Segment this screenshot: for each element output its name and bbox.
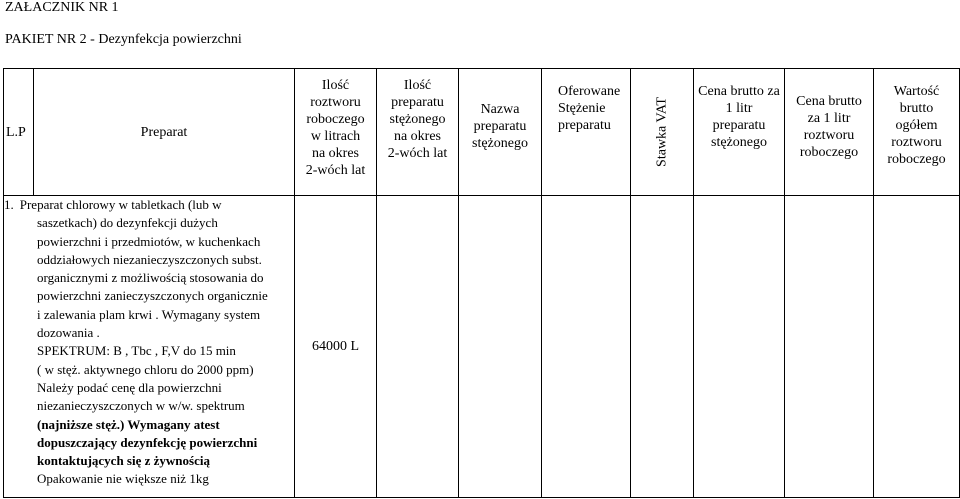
description-line: ( w stęż. aktywnego chloru do 2000 ppm) (37, 361, 254, 377)
header-line: 1 litr (725, 101, 753, 116)
header-wartosc (874, 69, 960, 196)
cena-stezona-cell[interactable] (694, 196, 785, 498)
description-line: Opakowanie nie większe niż 1kg (37, 471, 209, 487)
header-line: Cena brutto (796, 94, 862, 109)
description-line: Należy podać cenę dla powierzchni (37, 379, 222, 395)
header-line: stężonego (472, 136, 528, 151)
header-line: roztworu (310, 95, 361, 110)
pricing-table (3, 68, 960, 498)
header-oferowane (542, 69, 631, 196)
table-header-row (4, 69, 960, 196)
header-nazwa (459, 69, 542, 196)
header-line: stężonego (389, 112, 446, 127)
header-line: Cena brutto za (698, 84, 780, 99)
description-line: dozowania . (37, 325, 100, 341)
header-line: 2-wóch lat (305, 163, 366, 178)
attachment-title: ZAŁACZNIK NR 1 (5, 0, 119, 15)
description-line: saszetkach) do dezynfekcji dużych (37, 215, 218, 231)
header-line: stężonego (711, 135, 767, 150)
header-line: preparatu (391, 95, 444, 110)
header-line: w litrach (310, 129, 361, 144)
header-line: roboczego (799, 145, 859, 160)
table-row (4, 196, 960, 498)
header-line: za 1 litr (807, 111, 851, 126)
cena-robocza-cell[interactable] (785, 196, 874, 498)
description-text: Preparat chlorowy w tabletkach (lub w (19, 197, 222, 212)
quantity-stezona-cell[interactable] (377, 196, 459, 498)
description-line: kontaktujących się z żywnością (37, 453, 210, 469)
header-line: Oferowane (558, 84, 621, 99)
product-description (4, 196, 295, 498)
quantity-cell: 64000 L (295, 196, 377, 498)
description-line: dopuszczający dezynfekcję powierzchni (37, 434, 258, 450)
row-number: 1. (4, 197, 14, 212)
oferowane-cell[interactable] (542, 196, 631, 498)
description-line (4, 416, 294, 434)
header-line: Ilość (403, 78, 432, 93)
header-line: preparatu (473, 119, 527, 134)
wartosc-cell[interactable] (874, 196, 960, 498)
description-line (4, 196, 294, 214)
header-ilosc-robocza (295, 69, 377, 196)
header-stawka-vat (631, 69, 694, 196)
header-lp: L.P (4, 69, 34, 196)
description-line: powierzchni i przedmiotów, w kuchenkach (37, 233, 261, 249)
header-ilosc-stezona (377, 69, 459, 196)
description-bold-text: (najniższe stęż.) (37, 416, 125, 432)
header-line: roztworu (803, 128, 855, 143)
header-line: Nazwa (480, 102, 520, 117)
description-line: SPEKTRUM: B , Tbc , F,V do 15 min (37, 343, 236, 359)
header-line: Stężenie (558, 101, 606, 116)
header-line: Wartość (893, 84, 940, 99)
header-stawka-vat-text: Stawka VAT (654, 97, 670, 167)
header-line: Ilość (321, 78, 350, 93)
header-cena-robocza (785, 69, 874, 196)
header-line: na okres (393, 129, 442, 144)
description-bold-text: Wymagany atest (124, 416, 220, 432)
description-line: i zalewania plam krwi . Wymagany system (37, 306, 261, 322)
header-line: preparatu (712, 118, 766, 133)
header-line: 2-wóch lat (387, 146, 448, 161)
header-line: na okres (311, 146, 360, 161)
header-line: preparatu (558, 118, 611, 133)
header-line: brutto (899, 101, 934, 116)
header-line: roboczego (887, 152, 946, 167)
description-line: organicznymi z możliwością stosowania do (37, 270, 264, 286)
header-line: roztworu (891, 135, 942, 150)
description-line: powierzchni zanieczyszczonych organicznie (37, 288, 268, 304)
description-line: niezanieczyszczonych w w/w. spektrum (37, 398, 245, 414)
header-cena-stezona (694, 69, 785, 196)
header-preparat: Preparat (34, 69, 295, 196)
description-line: oddziałowych niezanieczyszczonych subst. (37, 251, 262, 267)
nazwa-cell[interactable] (459, 196, 542, 498)
vat-cell[interactable] (631, 196, 694, 498)
header-line: roboczego (306, 112, 365, 127)
header-line: ogółem (895, 118, 938, 133)
package-title: PAKIET NR 2 - Dezynfekcja powierzchni (5, 32, 242, 47)
vat-rotated-wrap (631, 70, 693, 195)
